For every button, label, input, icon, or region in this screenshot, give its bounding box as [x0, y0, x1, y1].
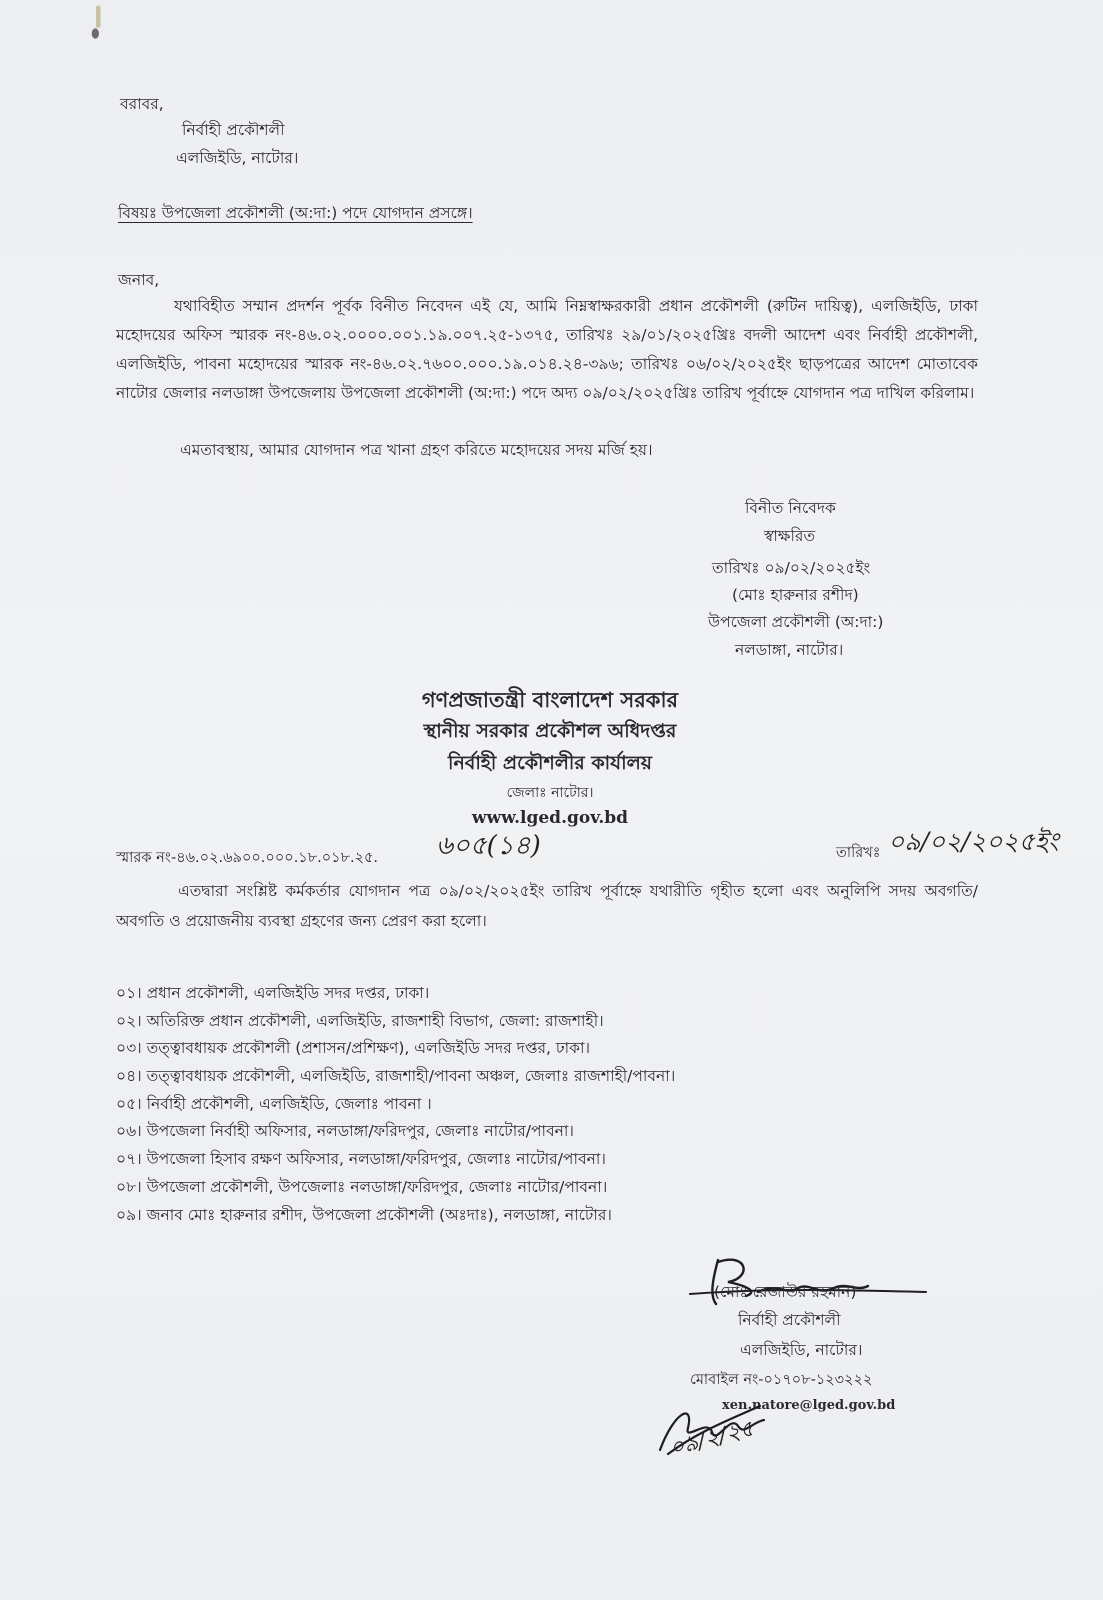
- list-item: ০৮। উপজেলা প্রকৌশলী, উপজেলাঃ নলডাঙ্গা/ফরিদপুর, জেলাঃ নাটোর/পাবনা।: [116, 1177, 608, 1196]
- list-item: ০৯। জনাব মোঃ হারুনার রশীদ, উপজেলা প্রকৌশলী (অঃদাঃ), নলডাঙ্গা, নাটোর।: [116, 1205, 612, 1224]
- list-item: ০৩। তত্ত্বাবধায়ক প্রকৌশলী (প্রশাসন/প্রশিক্ষণ), এলজিইডি সদর দপ্তর, ঢাকা।: [116, 1039, 590, 1058]
- applicant-place: নলডাঙ্গা, নাটোর।: [735, 641, 844, 659]
- initial-date: ০৯/২/২৫: [667, 1416, 758, 1462]
- recipient-office: এলজিইডি, নাটোর।: [176, 149, 299, 167]
- list-item: ০২। অতিরিক্ত প্রধান প্রকৌশলী, এলজিইডি, রাজশাহী বিভাগ, জেলা: রাজশাহী।: [116, 1011, 604, 1030]
- website-link[interactable]: www.lged.gov.bd: [471, 808, 629, 828]
- signed-label: স্বাক্ষরিত: [764, 527, 816, 545]
- pin-icon: [88, 0, 110, 48]
- signer-email[interactable]: xen.natore@lged.gov.bd: [722, 1398, 896, 1413]
- memo-handwritten-date: ০৯/০২/২০২৫ইং: [888, 827, 1059, 856]
- memo-number: স্মারক নং-৪৬.০২.৬৯০০.০০০.১৮.০১৮.২৫.: [116, 850, 379, 866]
- signer-office: এলজিইডি, নাটোর।: [740, 1341, 863, 1359]
- signer-title: নির্বাহী প্রকৌশলী: [738, 1311, 841, 1329]
- department-heading: স্থানীয় সরকার প্রকৌশল অধিদপ্তর: [423, 720, 677, 742]
- signoff-line: বিনীত নিবেদক: [745, 499, 836, 517]
- list-item: ০১। প্রধান প্রকৌশলী, এলজিইডি সদর দপ্তর, ঢাকা।: [116, 984, 430, 1002]
- list-item: ০৫। নির্বাহী প্রকৌশলী, এলজিইডি, জেলাঃ পাবনা ।: [116, 1094, 432, 1113]
- sign-date: তারিখঃ ০৯/০২/২০২৫ইং: [712, 559, 871, 577]
- letter-body: যথাবিহীত সম্মান প্রদর্শন পূর্বক বিনীত নিবেদন এই যে, আমি নিম্নস্বাক্ষরকারী প্রধান প্রকৌশলী (রুটিন দায়িত্ব), এলজিইডি, ঢাকা মহোদয়ের অফিস স্মারক নং-৪৬.০২.০০০০.০০১.১৯.০০৭.২৫-১৩৭৫, তারিখঃ ২৯/০১/২০২৫খ্রিঃ বদলী আদেশ এবং নির্বাহী প্রকৌশলী, এলজিইডি, পাবনা মহোদয়ের স্মারক নং-৪৬.০২.৭৬০০.০০০.১৯.০১৪.২৪-৩৯৬; তারিখঃ ০৬/০২/২০২৫ইং ছাড়পত্রের আদেশ মোতাবেক নাটোর জেলার নলডাঙ্গা উপজেলায় উপজেলা প্রকৌশলী (অ:দা:) পদে অদ্য ০৯/০২/২০২৫খ্রিঃ তারিখ পূর্বাহ্নে যোগদান পত্র দাখিল করিলাম।: [116, 297, 978, 402]
- subject-line: বিষয়ঃ উপজেলা প্রকৌশলী (অ:দা:) পদে যোগদান প্রসঙ্গে।: [118, 204, 473, 222]
- signer-name: (মোঃ রেজাউর রহমান): [714, 1283, 857, 1301]
- applicant-title: উপজেলা প্রকৌশলী (অ:দা:): [708, 613, 884, 631]
- memo-date-label: তারিখঃ: [836, 845, 881, 861]
- memo-handwritten-number: ৬০৫(১৪): [436, 831, 541, 861]
- salutation: জনাব,: [118, 271, 160, 289]
- list-item: ০৭। উপজেলা হিসাব রক্ষণ অফিসার, নলডাঙ্গা/ফরিদপুর, জেলাঃ নাটোর/পাবনা।: [116, 1150, 606, 1169]
- gov-heading: গণপ্রজাতন্ত্রী বাংলাদেশ সরকার: [421, 688, 679, 712]
- list-item: ০৬। উপজেলা নির্বাহী অফিসার, নলডাঙ্গা/ফরিদপুর, জেলাঃ নাটোর/পাবনা।: [116, 1122, 574, 1141]
- office-heading: নির্বাহী প্রকৌশলীর কার্যালয়: [448, 752, 652, 774]
- applicant-name: (মোঃ হারুনার রশীদ): [732, 586, 859, 604]
- letter-request: এমতাবস্থায়, আমার যোগদান পত্র খানা গ্রহণ করিতে মহোদয়ের সদয় মর্জি হয়।: [180, 441, 653, 459]
- recipient-title: নির্বাহী প্রকৌশলী: [182, 121, 285, 139]
- district-line: জেলাঃ নাটোর।: [506, 785, 594, 801]
- distribution-list: [116, 980, 675, 1229]
- signer-mobile: মোবাইল নং-০১৭০৮-১২৩২২২: [690, 1372, 873, 1388]
- list-item: ০৪। তত্ত্বাবধায়ক প্রকৌশলী, এলজিইডি, রাজশাহী/পাবনা অঞ্চল, জেলাঃ রাজশাহী/পাবনা।: [116, 1067, 676, 1086]
- forwarding-text: এতদ্বারা সংশ্লিষ্ট কর্মকর্তার যোগদান পত্র ০৯/০২/২০২৫ইং তারিখ পূর্বাহ্নে যথারীতি গৃহীত হলো এবং অনুলিপি সদয় অবগতি/অবগতি ও প্রয়োজনীয় ব্যবস্থা গ্রহণের জন্য প্রেরণ করা হলো।: [116, 882, 978, 930]
- to-label: বরাবর,: [120, 95, 164, 113]
